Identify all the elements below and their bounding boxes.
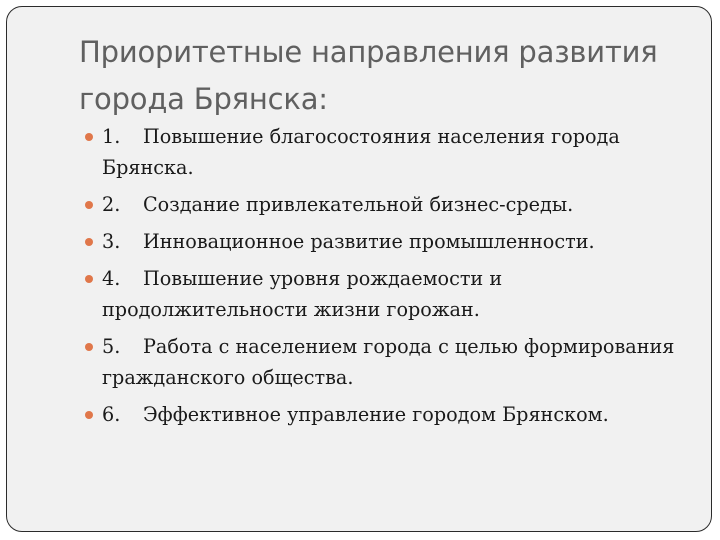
list-item xyxy=(85,263,705,325)
list-item xyxy=(85,121,705,183)
bullet-icon xyxy=(85,411,93,419)
item-text: Работа с населением города с целью формирования гражданского общества. xyxy=(102,335,675,389)
bullet-icon xyxy=(85,201,93,209)
bullet-icon xyxy=(85,275,93,283)
item-number: 6. xyxy=(102,403,121,426)
item-text: Повышение уровня рождаемости и продолжительности жизни горожан. xyxy=(102,267,503,321)
list-item xyxy=(85,331,705,393)
bullet-icon xyxy=(85,133,93,141)
list-item xyxy=(85,399,705,430)
list-item xyxy=(85,226,705,257)
bullet-icon xyxy=(85,238,93,246)
item-number: 3. xyxy=(102,230,121,253)
slide xyxy=(6,6,712,532)
item-text: Повышение благосостояния населения города Брянска. xyxy=(102,125,620,179)
slide-title: Приоритетные направления развития города Брянска: xyxy=(79,35,658,116)
item-number: 5. xyxy=(102,335,121,358)
item-text: Создание привлекательной бизнес-среды. xyxy=(143,193,574,216)
item-number: 4. xyxy=(102,267,121,290)
bullet-icon xyxy=(85,343,93,351)
item-number: 2. xyxy=(102,193,121,216)
item-text: Инновационное развитие промышленности. xyxy=(143,230,595,253)
item-number: 1. xyxy=(102,125,121,148)
priority-list xyxy=(85,121,705,436)
list-item xyxy=(85,189,705,220)
item-text: Эффективное управление городом Брянском. xyxy=(143,403,609,426)
